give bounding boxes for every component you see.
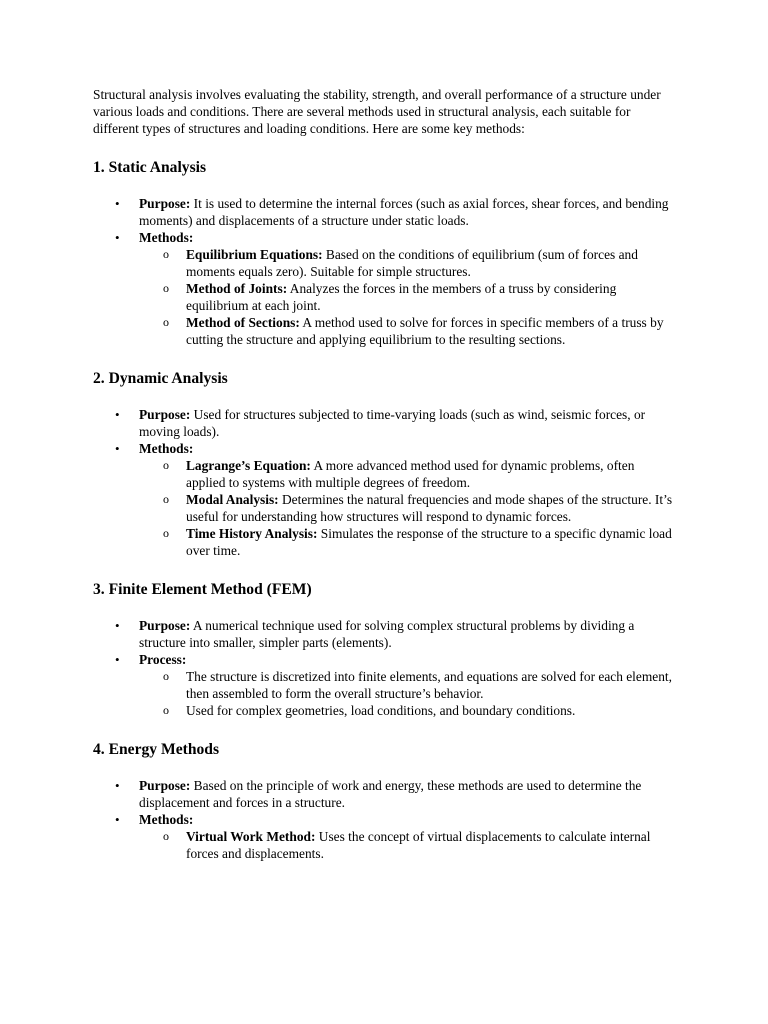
process-step [139,668,676,702]
purpose-item [93,406,676,440]
method-label: Time History Analysis: [186,526,318,541]
sub-bullet-icon: o [163,458,169,472]
sub-bullet-icon: o [163,526,169,540]
bullet-icon: • [115,618,120,633]
purpose-label: Purpose: [139,407,191,422]
bullet-icon: • [115,196,120,211]
purpose-text: Based on the principle of work and energy, these methods are used to determine the displacement and forces in a structure. [139,778,642,810]
purpose-item [93,195,676,229]
process-text: The structure is discretized into finite elements, and equations are solved for each element, then assembled to form the overall structure’s behavior. [186,669,672,701]
method-item [139,525,676,559]
section-fem [93,581,676,719]
section-heading: 4. Energy Methods [93,741,220,758]
method-item [139,314,676,348]
bullet-icon: • [115,441,120,456]
bullet-icon: • [115,778,120,793]
methods-sublist [139,246,676,348]
section-heading: 3. Finite Element Method (FEM) [93,581,312,598]
process-item [93,651,676,719]
methods-label: Methods: [139,230,194,245]
method-item [139,457,676,491]
bullet-icon: • [115,652,120,667]
method-label: Virtual Work Method: [186,829,316,844]
sub-bullet-icon: o [163,703,169,717]
methods-item [93,440,676,559]
sub-bullet-icon: o [163,492,169,506]
process-sublist [139,668,676,719]
method-text: Uses the concept of virtual displacements to calculate internal forces and displacements. [186,829,651,861]
purpose-text: A numerical technique used for solving complex structural problems by dividing a structure into smaller, simpler parts (elements). [139,618,635,650]
purpose-label: Purpose: [139,618,191,633]
method-text: A more advanced method used for dynamic problems, often applied to systems with multiple degrees of freedom. [186,458,635,490]
bullet-icon: • [115,230,120,245]
purpose-item [93,617,676,651]
method-item [139,828,676,862]
section-dynamic-analysis [93,370,676,559]
method-label: Method of Joints: [186,281,288,296]
purpose-text: Used for structures subjected to time-varying loads (such as wind, seismic forces, or moving loads). [139,407,646,439]
methods-label: Methods: [139,441,194,456]
process-label: Process: [139,652,187,667]
purpose-label: Purpose: [139,196,191,211]
section-list [93,406,676,559]
method-label: Equilibrium Equations: [186,247,323,262]
bullet-icon: • [115,812,120,827]
methods-item [93,811,676,862]
section-energy-methods [93,741,676,862]
purpose-item [93,777,676,811]
sub-bullet-icon: o [163,281,169,295]
section-list [93,777,676,862]
method-text: Based on the conditions of equilibrium (sum of forces and moments equals zero). Suitable for simple structures. [186,247,638,279]
process-text: Used for complex geometries, load conditions, and boundary conditions. [186,703,576,718]
methods-sublist [139,828,676,862]
method-text: Determines the natural frequencies and mode shapes of the structure. It’s useful for understanding how structures will respond to dynamic forces. [186,492,673,524]
section-heading: 2. Dynamic Analysis [93,370,228,387]
section-list [93,617,676,719]
method-text: Simulates the response of the structure to a specific dynamic load over time. [186,526,672,558]
method-text: A method used to solve for forces in specific members of a truss by cutting the structure and applying equilibrium to the resulting sections. [186,315,664,347]
intro-paragraph: Structural analysis involves evaluating the stability, strength, and overall performance of a structure under various loads and conditions. There are several methods used in structural analysis, each suitable for different types of structures and loading conditions. Here are some key methods: [93,87,661,136]
method-label: Method of Sections: [186,315,300,330]
methods-sublist [139,457,676,559]
method-item [139,280,676,314]
sub-bullet-icon: o [163,669,169,683]
purpose-label: Purpose: [139,778,191,793]
method-text: Analyzes the forces in the members of a truss by considering equilibrium at each joint. [186,281,617,313]
method-item [139,491,676,525]
method-label: Modal Analysis: [186,492,279,507]
methods-label: Methods: [139,812,194,827]
method-item [139,246,676,280]
sub-bullet-icon: o [163,247,169,261]
section-list [93,195,676,348]
purpose-text: It is used to determine the internal forces (such as axial forces, shear forces, and bending moments) and displacements of a structure under static loads. [139,196,669,228]
section-heading: 1. Static Analysis [93,159,207,176]
method-label: Lagrange’s Equation: [186,458,311,473]
methods-item [93,229,676,348]
bullet-icon: • [115,407,120,422]
section-static-analysis [93,159,676,348]
sub-bullet-icon: o [163,315,169,329]
process-step [139,702,676,719]
sub-bullet-icon: o [163,829,169,843]
